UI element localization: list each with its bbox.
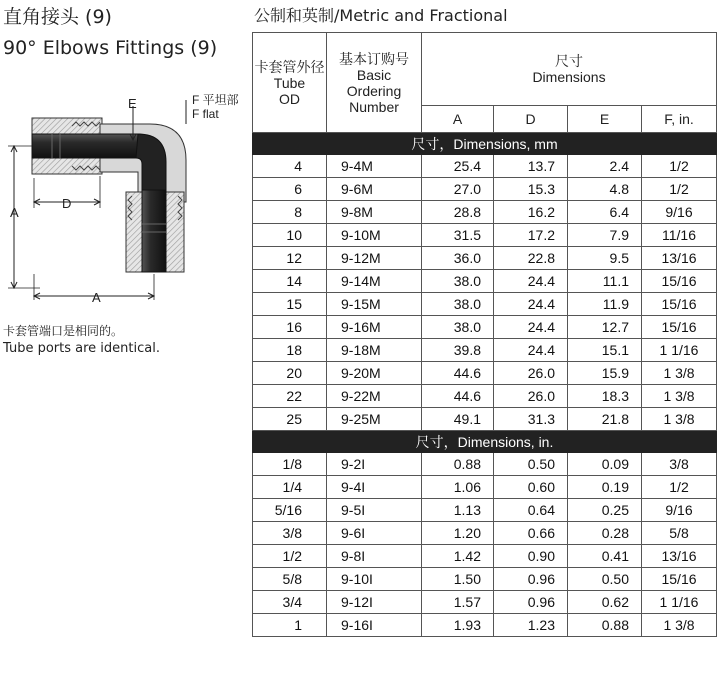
section-header-mm (253, 133, 717, 155)
table-row (253, 178, 717, 201)
cell-a: 44.6 (422, 385, 494, 408)
table-row (253, 453, 717, 476)
cell-f: 9/16 (642, 499, 717, 522)
table-row (253, 270, 717, 293)
table-row (253, 408, 717, 431)
table-row (253, 362, 717, 385)
cell-ordering-number: 9-15M (327, 293, 422, 316)
cell-ordering-number: 9-8M (327, 201, 422, 224)
cell-ordering-number: 9-5I (327, 499, 422, 522)
label-d: D (62, 196, 72, 211)
cell-tube-od: 5/16 (253, 499, 327, 522)
cell-ordering-number: 9-25M (327, 408, 422, 431)
cell-tube-od: 6 (253, 178, 327, 201)
cell-e: 0.19 (568, 476, 642, 499)
table-row (253, 545, 717, 568)
cell-f: 1 1/16 (642, 339, 717, 362)
cell-d: 0.66 (494, 522, 568, 545)
table-row (253, 385, 717, 408)
cell-f: 1/2 (642, 476, 717, 499)
cell-f: 1/2 (642, 155, 717, 178)
cell-e: 11.9 (568, 293, 642, 316)
cell-a: 28.8 (422, 201, 494, 224)
table-row (253, 499, 717, 522)
cell-f: 11/16 (642, 224, 717, 247)
cell-a: 38.0 (422, 316, 494, 339)
cell-tube-od: 3/4 (253, 591, 327, 614)
cell-tube-od: 15 (253, 293, 327, 316)
cell-a: 31.5 (422, 224, 494, 247)
cell-tube-od: 18 (253, 339, 327, 362)
cell-tube-od: 20 (253, 362, 327, 385)
cell-d: 17.2 (494, 224, 568, 247)
cell-ordering-number: 9-4I (327, 476, 422, 499)
table-row (253, 591, 717, 614)
cell-e: 0.28 (568, 522, 642, 545)
table-row (253, 224, 717, 247)
label-f-en: F flat (192, 107, 219, 121)
cell-f: 1 3/8 (642, 614, 717, 637)
cell-a: 1.93 (422, 614, 494, 637)
cell-tube-od: 1/8 (253, 453, 327, 476)
cell-e: 7.9 (568, 224, 642, 247)
cell-tube-od: 22 (253, 385, 327, 408)
cell-d: 0.90 (494, 545, 568, 568)
cell-a: 1.20 (422, 522, 494, 545)
cell-ordering-number: 9-22M (327, 385, 422, 408)
cell-d: 0.60 (494, 476, 568, 499)
cell-tube-od: 1 (253, 614, 327, 637)
cell-e: 0.25 (568, 499, 642, 522)
cell-f: 1 3/8 (642, 408, 717, 431)
table-row (253, 522, 717, 545)
cell-d: 24.4 (494, 293, 568, 316)
cell-d: 13.7 (494, 155, 568, 178)
cell-e: 12.7 (568, 316, 642, 339)
label-a-bottom: A (92, 290, 101, 305)
section-header-in (253, 431, 717, 453)
cell-tube-od: 8 (253, 201, 327, 224)
cell-f: 13/16 (642, 545, 717, 568)
cell-d: 0.64 (494, 499, 568, 522)
cell-e: 21.8 (568, 408, 642, 431)
cell-a: 38.0 (422, 293, 494, 316)
cell-ordering-number: 9-16M (327, 316, 422, 339)
cell-ordering-number: 9-20M (327, 362, 422, 385)
cell-tube-od: 12 (253, 247, 327, 270)
cell-tube-od: 1/4 (253, 476, 327, 499)
caption-cn: 卡套管端口是相同的。 (3, 324, 124, 338)
table-row (253, 201, 717, 224)
page-title-cn: 直角接头 (9) (3, 6, 112, 28)
cell-e: 9.5 (568, 247, 642, 270)
cell-ordering-number: 9-6I (327, 522, 422, 545)
cell-tube-od: 3/8 (253, 522, 327, 545)
cell-d: 0.50 (494, 453, 568, 476)
table-row (253, 476, 717, 499)
table-row (253, 293, 717, 316)
cell-ordering-number: 9-6M (327, 178, 422, 201)
cell-d: 24.4 (494, 316, 568, 339)
cell-e: 0.62 (568, 591, 642, 614)
cell-e: 0.41 (568, 545, 642, 568)
table-row (253, 247, 717, 270)
cell-d: 24.4 (494, 339, 568, 362)
cell-f: 1/2 (642, 178, 717, 201)
cell-tube-od: 4 (253, 155, 327, 178)
cell-f: 15/16 (642, 293, 717, 316)
cell-f: 15/16 (642, 316, 717, 339)
cell-f: 9/16 (642, 201, 717, 224)
cell-a: 49.1 (422, 408, 494, 431)
label-e: E (128, 96, 137, 111)
col-header-ordering-number: 基本订购号 Basic Ordering Number (327, 33, 422, 133)
cell-d: 31.3 (494, 408, 568, 431)
cell-d: 0.96 (494, 591, 568, 614)
cell-f: 15/16 (642, 270, 717, 293)
cell-d: 15.3 (494, 178, 568, 201)
cell-d: 22.8 (494, 247, 568, 270)
table-row (253, 568, 717, 591)
cell-d: 26.0 (494, 385, 568, 408)
cell-e: 0.09 (568, 453, 642, 476)
cell-a: 44.6 (422, 362, 494, 385)
cell-tube-od: 16 (253, 316, 327, 339)
cell-tube-od: 1/2 (253, 545, 327, 568)
horizontal-tube (32, 134, 140, 158)
cell-ordering-number: 9-10I (327, 568, 422, 591)
caption-en: Tube ports are identical. (3, 341, 160, 356)
cell-tube-od: 5/8 (253, 568, 327, 591)
cell-d: 26.0 (494, 362, 568, 385)
cell-ordering-number: 9-18M (327, 339, 422, 362)
cell-f: 1 1/16 (642, 591, 717, 614)
cell-e: 11.1 (568, 270, 642, 293)
cell-ordering-number: 9-12I (327, 591, 422, 614)
cell-e: 15.1 (568, 339, 642, 362)
table-row (253, 155, 717, 178)
cell-ordering-number: 9-2I (327, 453, 422, 476)
cell-a: 1.13 (422, 499, 494, 522)
cell-a: 1.42 (422, 545, 494, 568)
table-title: 公制和英制/Metric and Fractional (254, 6, 508, 25)
cell-d: 0.96 (494, 568, 568, 591)
col-header-e: E (568, 106, 642, 133)
cell-a: 1.57 (422, 591, 494, 614)
cell-tube-od: 14 (253, 270, 327, 293)
cell-f: 15/16 (642, 568, 717, 591)
cell-a: 36.0 (422, 247, 494, 270)
cell-a: 1.50 (422, 568, 494, 591)
cell-e: 6.4 (568, 201, 642, 224)
cell-a: 38.0 (422, 270, 494, 293)
cell-tube-od: 25 (253, 408, 327, 431)
cell-e: 18.3 (568, 385, 642, 408)
vertical-tube (142, 190, 166, 272)
cell-e: 15.9 (568, 362, 642, 385)
cell-f: 3/8 (642, 453, 717, 476)
cell-ordering-number: 9-8I (327, 545, 422, 568)
cell-e: 2.4 (568, 155, 642, 178)
cell-a: 1.06 (422, 476, 494, 499)
cell-ordering-number: 9-16I (327, 614, 422, 637)
label-f-cn: F 平坦部 (192, 93, 239, 107)
table-row (253, 614, 717, 637)
col-header-a: A (422, 106, 494, 133)
col-header-f: F, in. (642, 106, 717, 133)
cell-a: 27.0 (422, 178, 494, 201)
page-title-en: 90° Elbows Fittings (9) (3, 37, 218, 59)
col-header-dimensions: 尺寸 Dimensions (422, 33, 717, 106)
section-header-in-label: 尺寸，Dimensions, in. (253, 431, 717, 453)
cell-f: 1 3/8 (642, 385, 717, 408)
table-row (253, 316, 717, 339)
cell-d: 1.23 (494, 614, 568, 637)
cell-d: 24.4 (494, 270, 568, 293)
cell-ordering-number: 9-14M (327, 270, 422, 293)
section-header-mm-label: 尺寸，Dimensions, mm (253, 133, 717, 155)
cell-ordering-number: 9-12M (327, 247, 422, 270)
cell-e: 0.50 (568, 568, 642, 591)
cell-f: 1 3/8 (642, 362, 717, 385)
cell-tube-od: 10 (253, 224, 327, 247)
cell-ordering-number: 9-10M (327, 224, 422, 247)
table-row (253, 339, 717, 362)
col-header-tube-od: 卡套管外径 Tube OD (253, 33, 327, 133)
cell-e: 0.88 (568, 614, 642, 637)
dimensions-table (252, 32, 717, 637)
cell-f: 13/16 (642, 247, 717, 270)
elbow-fitting-drawing (0, 84, 250, 309)
cell-ordering-number: 9-4M (327, 155, 422, 178)
cell-d: 16.2 (494, 201, 568, 224)
col-header-d: D (494, 106, 568, 133)
cell-f: 5/8 (642, 522, 717, 545)
label-a-side: A (10, 205, 19, 220)
cell-e: 4.8 (568, 178, 642, 201)
cell-a: 0.88 (422, 453, 494, 476)
cell-a: 39.8 (422, 339, 494, 362)
cell-a: 25.4 (422, 155, 494, 178)
